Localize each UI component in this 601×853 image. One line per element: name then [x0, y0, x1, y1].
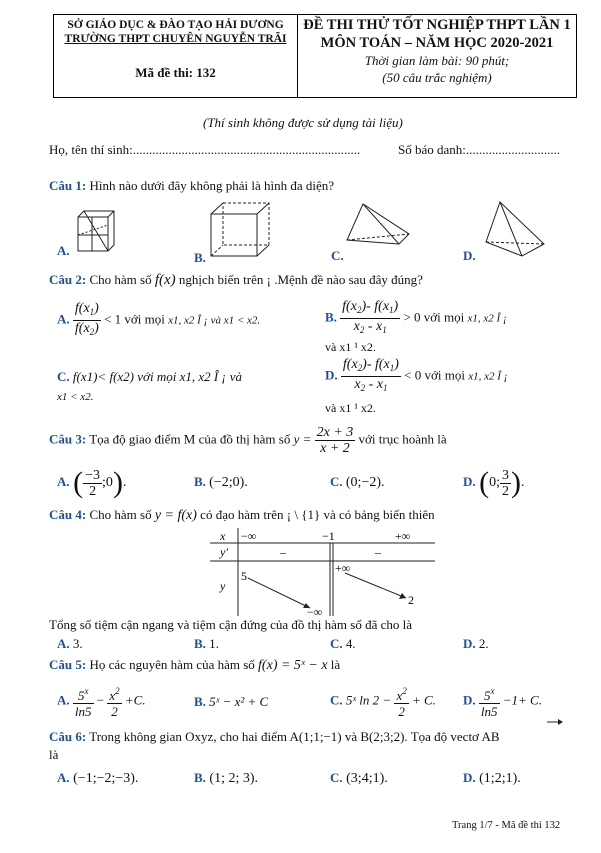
q5-b-key: B.	[194, 694, 206, 709]
school-name: TRƯỜNG THPT CHUYÊN NGUYỄN TRÃI	[64, 33, 287, 45]
q4-option-a	[57, 636, 83, 652]
question-5	[49, 657, 340, 674]
q5-a-key: A.	[57, 692, 70, 708]
q2-option-d	[325, 357, 508, 396]
q6-label: Câu 6:	[49, 729, 87, 744]
q4-y-start: 5	[241, 569, 247, 583]
q4-y-right-limit: +∞	[335, 561, 351, 575]
q3-fraction	[315, 425, 356, 456]
q5-c-key: C.	[330, 692, 343, 708]
q2-text-pre: Cho hàm số	[89, 272, 152, 287]
q2-b-key: B.	[325, 309, 337, 325]
question-count: (50 câu trắc nghiệm)	[382, 70, 492, 85]
q2-c-key: C.	[57, 369, 70, 384]
q4-pos-inf-x: +∞	[395, 529, 411, 543]
q1-option-c: C.	[331, 248, 344, 263]
q6-option-d	[463, 770, 521, 787]
q1-figure-c	[343, 200, 413, 256]
q2-a-fraction: $\frac{f(x_1)}{f(x_2)}$	[74, 301, 99, 337]
q4-option-c	[330, 636, 356, 652]
q2-c-line2: x1 < x2.	[57, 391, 94, 403]
q5-d-key: D.	[463, 692, 476, 708]
q6-b-key: B.	[194, 770, 206, 785]
q3-option-c	[330, 474, 385, 491]
q6-c-val: (3;4;1).	[346, 771, 388, 786]
q5-text-pre: Họ các nguyên hàm của hàm số	[89, 657, 255, 672]
q4-variation-table	[210, 528, 435, 616]
q3-b-val: (−2;0).	[209, 475, 248, 490]
q2-a-tail: với mọi	[124, 311, 165, 327]
q3-a-num: −3	[85, 467, 101, 483]
q4-question: Tổng số tiệm cận ngang và tiệm cận đứng của đồ thị hàm số đã cho là	[49, 617, 413, 632]
q1-option-a: A.	[57, 243, 70, 258]
q3-text-pre: Tọa độ giao điểm M của đồ thị hàm số	[89, 431, 291, 447]
q4-option-b	[194, 636, 219, 652]
q2-option-b	[325, 299, 507, 338]
candidate-id-field: Số báo danh:.............................	[398, 142, 561, 157]
no-materials-note: (Thí sinh không được sử dụng tài liệu)	[203, 115, 403, 130]
q2-option-c	[57, 369, 242, 385]
q6-a-val: (−1;−2;−3).	[73, 771, 139, 786]
q4-sign-left: –	[280, 545, 286, 559]
question-2	[49, 272, 423, 289]
exam-code: Mã đề thi: 132	[135, 65, 216, 80]
time-limit: Thời gian làm bài: 90 phút;	[364, 53, 510, 68]
q4-a-key: A.	[57, 636, 70, 651]
department-name: SỞ GIÁO DỤC & ĐÀO TẠO HẢI DƯƠNG	[67, 19, 284, 31]
q4-x-label: x	[220, 529, 226, 543]
q6-d-val: (1;2;1).	[479, 771, 521, 786]
q6-option-a	[57, 770, 138, 787]
q2-label: Câu 2:	[49, 272, 87, 287]
q2-b-tail: > 0 với mọi	[403, 309, 465, 325]
vector-arrow-icon	[546, 718, 564, 726]
q1-figure-a	[70, 205, 120, 257]
page-footer: Trang 1/7 - Mã đề thi 132	[452, 820, 561, 831]
q3-text-post: với trục hoành là	[358, 431, 447, 447]
question-1	[49, 178, 334, 194]
q6-b-val: (1; 2; 3).	[209, 771, 259, 786]
q6-option-b	[194, 770, 258, 787]
q3-a-frac	[83, 468, 102, 499]
q5-c-pre: 5ˣ ln 2 −	[345, 692, 392, 708]
q5-d-frac: $\frac{5^x}{\ln 5}$	[480, 686, 498, 719]
q4-a-val: 3.	[72, 636, 83, 651]
q3-d-den: 2	[502, 483, 510, 499]
q5-option-b	[194, 694, 268, 710]
q1-option-b: B.	[194, 250, 206, 265]
q6-a-key: A.	[57, 770, 70, 785]
q3-c-val: (0;−2).	[345, 475, 385, 490]
q2-a-lt-one: < 1	[104, 311, 122, 327]
q2-d-key: D.	[325, 367, 338, 383]
q3-num: 2x + 3	[316, 425, 354, 440]
q3-option-a: A. ( $\frac{-3}{2}$ ;0).	[57, 466, 127, 499]
question-6	[49, 729, 500, 745]
q3-d-pre: 0;	[489, 475, 501, 491]
q2-d-vars: x1, x2 Î ¡	[468, 370, 508, 383]
q4-text-post: có đạo hàm trên ¡ \ {1} và có bảng biến thiên	[200, 507, 435, 522]
q5-d-post: −1+ C.	[502, 692, 542, 708]
q3-a-den: 2	[89, 483, 97, 499]
q2-b-line2: và x1 ¹ x2.	[325, 340, 376, 354]
q4-y-label: y	[220, 579, 226, 593]
q2-a-key: A.	[57, 311, 70, 327]
q3-option-b	[194, 474, 248, 491]
q5-c-frac: $\frac{x^2}{2}$	[396, 686, 407, 719]
q3-d-frac	[500, 468, 511, 499]
q4-d-key: D.	[463, 636, 476, 651]
q4-sign-right: –	[375, 545, 381, 559]
candidate-name-field: Họ, tên thí sinh:......................................................................	[49, 142, 361, 157]
q1-option-d: D.	[463, 248, 476, 263]
q2-b-fraction: $\frac{f(x_2)- f(x_1)}{x_2 - x_1}$	[342, 299, 399, 335]
q5-option-c	[330, 684, 436, 719]
q3-a-tail: ;0	[102, 475, 113, 491]
q5-func: f(x) = 5ˣ − x	[258, 658, 328, 673]
q4-d-val: 2.	[478, 636, 489, 651]
q4-y-left-limit: −∞	[307, 605, 323, 616]
q5-a-frac2: $\frac{x^2}{2}$	[109, 686, 120, 719]
q1-label: Câu 1:	[49, 178, 87, 193]
q5-c-post: + C.	[411, 692, 436, 708]
q2-c-body: f(x1)< f(x2) với mọi x1, x2 Î ¡ và	[72, 369, 243, 384]
q3-option-d: D. (0; $\frac{3}{2}$ ).	[463, 466, 525, 499]
q5-label: Câu 5:	[49, 657, 87, 672]
q1-text: Hình nào dưới đây không phải là hình đa diện?	[89, 178, 335, 193]
q2-d-fraction: $\frac{f(x_2)- f(x_1)}{x_2 - x_1}$	[342, 357, 399, 393]
q2-option-a	[57, 301, 260, 340]
q4-option-d	[463, 636, 489, 652]
q4-yp-label: y′	[220, 545, 228, 559]
q6-option-c	[330, 770, 388, 787]
q5-option-d	[463, 684, 542, 719]
q3-d-num: 3	[502, 467, 510, 483]
q4-c-val: 4.	[345, 636, 356, 651]
question-4	[49, 507, 435, 524]
q6-line2: là	[49, 747, 59, 762]
q3-func-y: y =	[293, 431, 312, 447]
question-3	[49, 425, 447, 456]
q6-c-key: C.	[330, 770, 343, 785]
q4-func: y = f(x)	[154, 508, 197, 523]
exam-title: ĐỀ THI THỬ TỐT NGHIỆP THPT LẦN 1	[303, 17, 571, 33]
q4-c-key: C.	[330, 636, 343, 651]
q4-y-end: 2	[408, 593, 414, 607]
q5-option-a: A. $\frac{5^x}{\ln 5}$ − $\frac{x^2}{2}$ +C.	[57, 686, 146, 719]
q3-den: x + 2	[320, 441, 350, 456]
q2-d-line2: và x1 ¹ x2.	[325, 401, 376, 415]
q4-minus-one: −1	[322, 529, 335, 543]
q3-a-key: A.	[57, 474, 70, 490]
q2-d-tail: < 0 với mọi	[404, 367, 465, 383]
q4-b-key: B.	[194, 636, 206, 651]
q2-function: f(x)	[154, 272, 176, 288]
exam-header-box	[53, 14, 577, 98]
q2-b-vars: x1, x2 Î ¡	[467, 312, 508, 325]
q2-text-post: nghịch biến trên ¡ .Mệnh đề nào sau đây đúng?	[178, 272, 423, 287]
q5-b-val: 5ˣ − x² + C	[209, 694, 269, 709]
q4-neg-inf: −∞	[241, 529, 257, 543]
q3-label: Câu 3:	[49, 431, 87, 447]
q4-label: Câu 4:	[49, 507, 87, 522]
q6-d-key: D.	[463, 770, 476, 785]
q3-b-key: B.	[194, 474, 206, 489]
q3-d-key: D.	[463, 474, 476, 490]
subject-year: MÔN TOÁN – NĂM HỌC 2020-2021	[320, 35, 554, 51]
q4-b-val: 1.	[209, 636, 219, 651]
q1-figure-d	[478, 200, 550, 260]
q1-figure-b	[205, 200, 275, 260]
q5-text-post: là	[330, 657, 341, 672]
q4-text-pre: Cho hàm số	[89, 507, 152, 522]
q3-c-key: C.	[330, 474, 343, 489]
q6-text: Trong không gian Oxyz, cho hai điểm A(1;1;−1) và B(2;3;2). Tọa độ vectơ AB	[89, 729, 500, 744]
q5-a-frac1: $\frac{5^x}{\ln 5}$	[74, 686, 92, 719]
q2-a-vars: x1, x2 Î ¡ và x1 < x2.	[168, 314, 261, 327]
